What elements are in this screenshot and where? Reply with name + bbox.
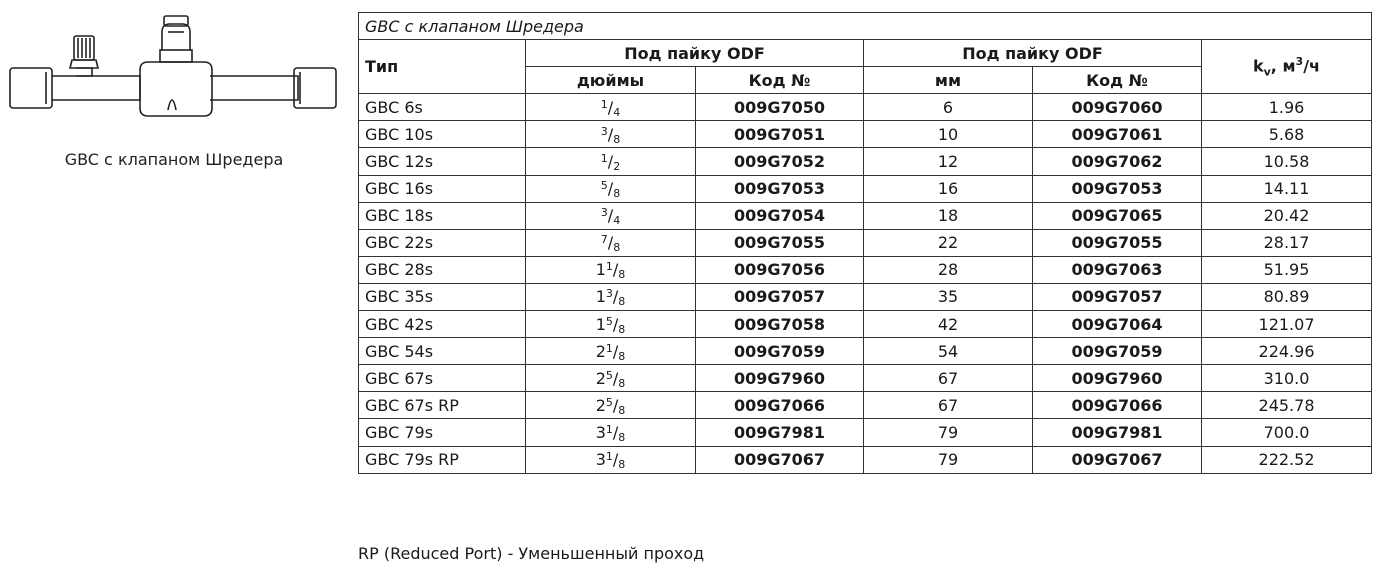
- table-caption: GBC с клапаном Шредера: [359, 13, 1372, 40]
- cell-code-mm: 009G7960: [1033, 365, 1202, 392]
- cell-type: GBC 18s: [359, 202, 526, 229]
- table-row: [359, 338, 1372, 365]
- cell-code-mm: 009G7067: [1033, 446, 1202, 473]
- cell-kv: 20.42: [1202, 202, 1372, 229]
- cell-mm: 42: [864, 311, 1033, 338]
- cell-mm: 54: [864, 338, 1033, 365]
- cell-code-mm: 009G7065: [1033, 202, 1202, 229]
- table-body: [359, 94, 1372, 473]
- cell-kv: 245.78: [1202, 392, 1372, 419]
- footnote: RP (Reduced Port) - Уменьшенный проход: [358, 544, 705, 563]
- table-row: [359, 365, 1372, 392]
- cell-kv: 5.68: [1202, 121, 1372, 148]
- cell-code-inch: 009G7059: [696, 338, 864, 365]
- ball-valve-with-schrader-icon: [8, 10, 338, 130]
- cell-code-inch: 009G7057: [696, 283, 864, 310]
- cell-type: GBC 42s: [359, 311, 526, 338]
- cell-code-mm: 009G7061: [1033, 121, 1202, 148]
- spec-table: [358, 12, 1372, 474]
- cell-code-mm: 009G7063: [1033, 256, 1202, 283]
- cell-code-inch: 009G7981: [696, 419, 864, 446]
- cell-inches: $^7/_8$: [526, 229, 696, 256]
- cell-code-inch: 009G7056: [696, 256, 864, 283]
- cell-mm: 79: [864, 419, 1033, 446]
- cell-type: GBC 16s: [359, 175, 526, 202]
- table-row: [359, 311, 1372, 338]
- cell-code-mm: 009G7053: [1033, 175, 1202, 202]
- cell-type: GBC 79s: [359, 419, 526, 446]
- cell-mm: 22: [864, 229, 1033, 256]
- cell-mm: 35: [864, 283, 1033, 310]
- cell-kv: 10.58: [1202, 148, 1372, 175]
- cell-kv: 700.0: [1202, 419, 1372, 446]
- cell-code-mm: 009G7060: [1033, 94, 1202, 121]
- table-row: [359, 121, 1372, 148]
- header-code-inch: Код №: [696, 67, 864, 94]
- cell-kv: 14.11: [1202, 175, 1372, 202]
- cell-mm: 67: [864, 392, 1033, 419]
- cell-type: GBC 10s: [359, 121, 526, 148]
- cell-inches: $2^5/_8$: [526, 365, 696, 392]
- header-odf-mm-group: Под пайку ODF: [864, 40, 1202, 67]
- cell-type: GBC 6s: [359, 94, 526, 121]
- cell-code-mm: 009G7064: [1033, 311, 1202, 338]
- cell-inches: $1^5/_8$: [526, 311, 696, 338]
- cell-code-inch: 009G7055: [696, 229, 864, 256]
- cell-inches: $2^1/_8$: [526, 338, 696, 365]
- cell-kv: 28.17: [1202, 229, 1372, 256]
- cell-inches: $1^3/_8$: [526, 283, 696, 310]
- cell-inches: $1^1/_8$: [526, 256, 696, 283]
- table-row: [359, 229, 1372, 256]
- table-row: [359, 148, 1372, 175]
- cell-mm: 16: [864, 175, 1033, 202]
- cell-kv: 51.95: [1202, 256, 1372, 283]
- cell-code-inch: 009G7053: [696, 175, 864, 202]
- cell-kv: 310.0: [1202, 365, 1372, 392]
- table-row: [359, 419, 1372, 446]
- cell-kv: 1.96: [1202, 94, 1372, 121]
- cell-inches: $3^1/_8$: [526, 419, 696, 446]
- cell-code-inch: 009G7066: [696, 392, 864, 419]
- cell-type: GBC 35s: [359, 283, 526, 310]
- cell-inches: $3^1/_8$: [526, 446, 696, 473]
- cell-code-inch: 009G7054: [696, 202, 864, 229]
- cell-type: GBC 22s: [359, 229, 526, 256]
- cell-code-mm: 009G7981: [1033, 419, 1202, 446]
- cell-mm: 28: [864, 256, 1033, 283]
- cell-inches: $2^5/_8$: [526, 392, 696, 419]
- cell-inches: $^3/_4$: [526, 202, 696, 229]
- cell-code-inch: 009G7058: [696, 311, 864, 338]
- header-mm: мм: [864, 67, 1033, 94]
- cell-code-mm: 009G7062: [1033, 148, 1202, 175]
- header-type: Тип: [359, 40, 526, 94]
- cell-type: GBC 79s RP: [359, 446, 526, 473]
- table-row: [359, 446, 1372, 473]
- cell-code-mm: 009G7057: [1033, 283, 1202, 310]
- table-row: [359, 392, 1372, 419]
- cell-kv: 80.89: [1202, 283, 1372, 310]
- cell-code-mm: 009G7055: [1033, 229, 1202, 256]
- cell-mm: 67: [864, 365, 1033, 392]
- cell-type: GBC 54s: [359, 338, 526, 365]
- header-code-mm: Код №: [1033, 67, 1202, 94]
- table-row: [359, 283, 1372, 310]
- table-row: [359, 202, 1372, 229]
- table-row: [359, 256, 1372, 283]
- cell-inches: $^1/_2$: [526, 148, 696, 175]
- cell-mm: 10: [864, 121, 1033, 148]
- cell-type: GBC 67s RP: [359, 392, 526, 419]
- cell-code-inch: 009G7050: [696, 94, 864, 121]
- cell-type: GBC 67s: [359, 365, 526, 392]
- header-kv: $k_v$, $м^3/ч$: [1202, 40, 1372, 94]
- cell-code-inch: 009G7051: [696, 121, 864, 148]
- cell-code-inch: 009G7067: [696, 446, 864, 473]
- cell-kv: 224.96: [1202, 338, 1372, 365]
- cell-code-mm: 009G7059: [1033, 338, 1202, 365]
- cell-type: GBC 12s: [359, 148, 526, 175]
- table-row: [359, 175, 1372, 202]
- cell-mm: 79: [864, 446, 1033, 473]
- cell-code-inch: 009G7052: [696, 148, 864, 175]
- cell-mm: 12: [864, 148, 1033, 175]
- cell-kv: 222.52: [1202, 446, 1372, 473]
- table-row: [359, 94, 1372, 121]
- cell-inches: $^3/_8$: [526, 121, 696, 148]
- cell-mm: 6: [864, 94, 1033, 121]
- cell-inches: $^1/_4$: [526, 94, 696, 121]
- cell-inches: $^5/_8$: [526, 175, 696, 202]
- cell-code-mm: 009G7066: [1033, 392, 1202, 419]
- cell-type: GBC 28s: [359, 256, 526, 283]
- figure-caption: GBC с клапаном Шредера: [64, 150, 284, 169]
- header-odf-inch-group: Под пайку ODF: [526, 40, 864, 67]
- cell-mm: 18: [864, 202, 1033, 229]
- cell-code-inch: 009G7960: [696, 365, 864, 392]
- header-inches: дюймы: [526, 67, 696, 94]
- cell-kv: 121.07: [1202, 311, 1372, 338]
